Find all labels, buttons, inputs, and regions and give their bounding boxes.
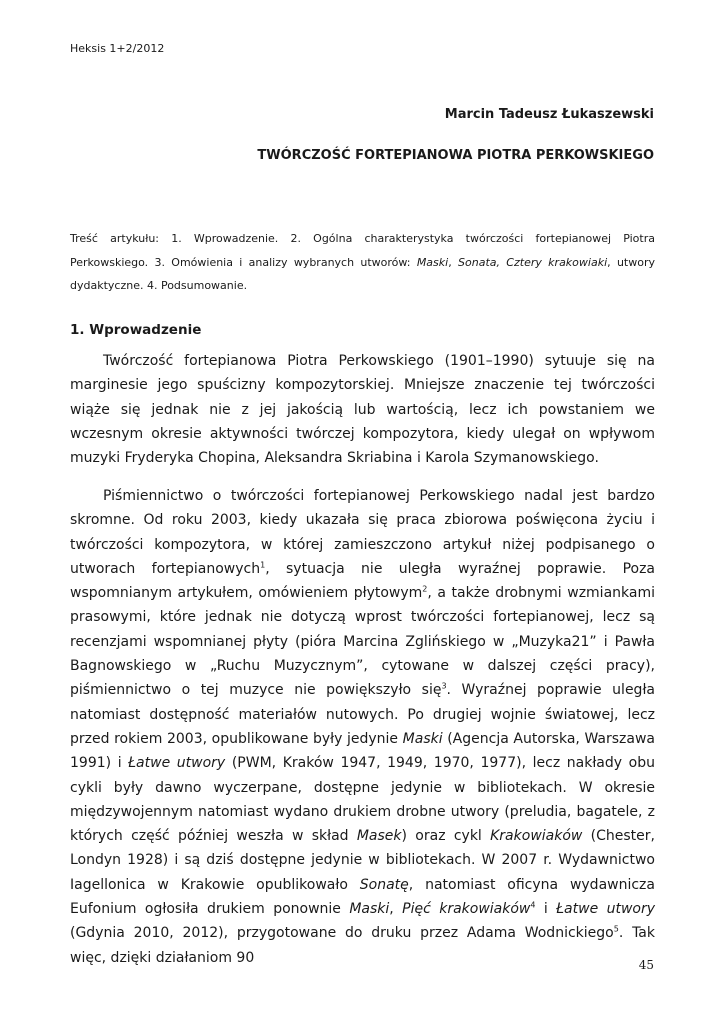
para2-text-1: Piśmiennictwo o twórczości fortepianowej Perkowskiego nadal jest bardzo skromne. Od roku 2003, kiedy ukazała się praca zbiorowa poświęcona życiu i twórczości kompozytora, w której zamieszczono artykuł niżej podpisanego o utworach fortepianowych xyxy=(70,488,655,577)
abstract-sep: , xyxy=(448,255,459,269)
abstract-work-sonata: Sonata, Cztery krakowiaki xyxy=(458,255,608,269)
work-title-latwe-utwory: Łatwe utwory xyxy=(128,755,226,772)
abstract-tail: , utwory dydaktyczne. 4. Podsumowanie. xyxy=(70,255,655,292)
para2-text-11: i xyxy=(535,901,557,918)
work-title-maski: Maski xyxy=(402,730,443,747)
para2-text-4: . Wyraźnej poprawie uległa natomiast dostępność materiałów nutowych. Po drugiej wojnie światowej, lecz przed rokiem 2003, opublikowane były jedynie xyxy=(70,682,655,747)
footnote-ref-4[interactable]: 4 xyxy=(530,900,536,910)
work-title-masek: Masek xyxy=(356,828,402,845)
para2-text-5: (Agencja Autorska, Warszawa 1991) i xyxy=(70,730,655,772)
page-number: 45 xyxy=(638,958,654,972)
paragraph-2 xyxy=(70,484,655,970)
work-title-sonate: Sonatę xyxy=(359,876,409,893)
paragraph-1-text: Twórczość fortepianowa Piotra Perkowskiego (1901–1990) sytuuje się na marginesie jego spuścizny kompozytorskiej. Mniejsze znaczenie tej twórczości wiąże się jednak nie z jej jakością lub wartością, lecz ich powstaniem we wczesnym okresie aktywności twórczej kompozytora, kiedy ulegał on wpływom muzyki Fryderyka Chopina, Aleksandra Skriabina i Karola Szymanowskiego. xyxy=(70,353,655,467)
abstract xyxy=(70,227,655,298)
para2-text-13: . Tak więc, dzięki działaniom 90 xyxy=(70,925,655,966)
para2-text-7: ) oraz cykl xyxy=(401,828,491,845)
footnote-ref-3[interactable]: 3 xyxy=(441,681,447,691)
abstract-work-maski: Maski xyxy=(416,255,449,269)
para2-text-2: , sytuacja nie uległa wyraźnej poprawie. Poza wspomnianym artykułem, omówieniem płytowym xyxy=(70,560,656,602)
para2-text-9: , natomiast oficyna wydawnicza Eufonium ogłosiła drukiem ponownie xyxy=(70,876,655,918)
para2-text-6: (PWM, Kraków 1947, 1949, 1970, 1977), lecz nakłady obu cykli były dawno wyczerpane, dostępne jedynie w bibliotekach. W okresie międzywojennym natomiast wydano drukiem drobne utwory (preludia, bagatele, z których część później weszła w skład xyxy=(70,755,655,845)
abstract-lead: Treść artykułu: 1. Wprowadzenie. 2. Ogólna charakterystyka twórczości fortepianowej Piotra Perkowskiego. 3. Omówienia i analizy wybranych utworów: xyxy=(70,232,655,269)
para2-text-12: (Gdynia 2010, 2012), przygotowane do druku przez Adama Wodnickiego xyxy=(70,925,614,942)
work-title-piec-krakowiakow: Pięć krakowiaków xyxy=(402,901,531,918)
para2-text-8: (Chester, Londyn 1928) i są dziś dostępne jedynie w bibliotekach. W 2007 r. Wydawnictwo Iagellonica w Krakowie opublikowało xyxy=(70,828,655,893)
paragraph-1 xyxy=(70,349,655,470)
work-title-maski-2: Maski xyxy=(349,901,390,918)
section-heading: 1. Wprowadzenie xyxy=(70,322,202,338)
work-title-krakowiakow: Krakowiaków xyxy=(490,828,583,845)
para2-text-3: , a także drobnymi wzmiankami prasowymi, które jednak nie dotyczą wprost twórczości fortepianowej, lecz są recenzjami wspomnianej płyty (pióra Marcina Zglińskiego w „Muzyka21” i Pawła Bagnowskiego w „Ruchu Muzycznym”, cytowane w dalszej części pracy), piśmiennictwo o tej muzyce nie powiększyło się xyxy=(70,585,655,699)
footnote-ref-1[interactable]: 1 xyxy=(260,560,266,570)
para2-text-10: , xyxy=(389,901,403,918)
author-name: Marcin Tadeusz Łukaszewski xyxy=(444,107,654,122)
footnote-ref-5[interactable]: 5 xyxy=(613,924,619,934)
footnote-ref-2[interactable]: 2 xyxy=(422,584,428,594)
journal-header: Heksis 1+2/2012 xyxy=(70,42,165,55)
article-title: TWÓRCZOŚĆ FORTEPIANOWA PIOTRA PERKOWSKIEGO xyxy=(257,148,654,163)
work-title-latwe-utwory-2: Łatwe utwory xyxy=(556,901,656,918)
